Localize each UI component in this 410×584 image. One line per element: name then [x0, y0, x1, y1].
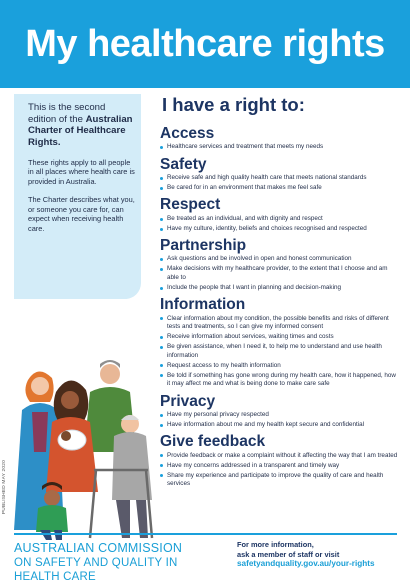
- section-title: Information: [160, 296, 246, 314]
- rights-url-link[interactable]: safetyandquality.gov.au/your-rights: [237, 559, 375, 569]
- published-date: PUBLISHED MAY 2020: [2, 460, 7, 515]
- intro-text: [28, 102, 135, 149]
- list-item: Share my experience and participate to improve the quality of care and health services: [160, 472, 400, 489]
- list-item: Have my culture, identity, beliefs and choices recognised and respected: [160, 225, 400, 233]
- footer-divider: [14, 533, 397, 535]
- commission-logo-text: [14, 541, 214, 584]
- contact-info: [237, 540, 407, 570]
- section-privacy: [160, 394, 400, 430]
- section-safety: [160, 157, 400, 193]
- list-item: Be given assistance, when I need it, to help me to understand and use health information: [160, 343, 400, 360]
- list-item: Healthcare services and treatment that meets my needs: [160, 143, 400, 151]
- intro-expectation-text: The Charter describes what you, or someone you care for, can expect when receiving health care.: [28, 195, 135, 233]
- list-item: Be cared for in an environment that makes me feel safe: [160, 184, 400, 192]
- list-item: Have my concerns addressed in a transparent and timely way: [160, 462, 400, 470]
- intro-scope-text: These rights apply to all people in all places where health care is provided in Australia.: [28, 157, 135, 186]
- list-item: Be treated as an individual, and with dignity and respect: [160, 215, 400, 223]
- list-item: Include the people that I want in planning and decision-making: [160, 284, 400, 292]
- section-give-feedback: [160, 434, 400, 488]
- list-item: Have my personal privacy respected: [160, 411, 400, 419]
- people-illustration: [14, 340, 158, 540]
- section-respect: [160, 197, 400, 233]
- page-title: My healthcare rights: [25, 22, 385, 65]
- section-access: [160, 126, 400, 152]
- section-partnership: [160, 238, 400, 292]
- charter-intro-box: [14, 94, 141, 299]
- list-item: Clear information about my condition, the possible benefits and risks of different tests and treatments, so I can give my informed consent: [160, 315, 400, 332]
- org-name-line1: AUSTRALIAN COMMISSION: [14, 541, 183, 555]
- contact-line1: For more information,: [237, 540, 314, 549]
- list-item: Ask questions and be involved in open and honest communication: [160, 255, 400, 263]
- rights-heading: I have a right to:: [162, 94, 305, 115]
- section-title: Access: [160, 125, 215, 142]
- section-title: Respect: [160, 196, 221, 214]
- rights-list: [160, 94, 400, 493]
- org-name-line2: ON SAFETY AND QUALITY IN HEALTH CARE: [14, 557, 178, 584]
- list-item: Receive information about services, waiting times and costs: [160, 333, 400, 341]
- intro-text-charter-name: Australian Charter of Healthcare Rights.: [28, 113, 133, 149]
- section-title: Safety: [160, 155, 207, 173]
- list-item: Be told if something has gone wrong during my health care, how it happened, how it may affect me and what is being done to make care safe: [160, 372, 400, 389]
- title-banner: [0, 0, 410, 88]
- section-title: Partnership: [160, 237, 247, 255]
- list-item: Make decisions with my healthcare provider, to the extent that I choose and am able to: [160, 265, 400, 282]
- section-title: Give feedback: [160, 433, 266, 451]
- contact-line2: ask a member of staff or visit: [237, 549, 340, 559]
- list-item: Receive safe and high quality health care that meets national standards: [160, 174, 400, 182]
- section-title: Privacy: [160, 392, 216, 410]
- list-item: Request access to my health information: [160, 362, 400, 370]
- intro-text-lead: This is the second edition of the: [28, 102, 106, 125]
- list-item: Provide feedback or make a complaint without it affecting the way that I am treated: [160, 452, 400, 460]
- list-item: Have information about me and my health kept secure and confidential: [160, 421, 400, 429]
- section-information: [160, 297, 400, 388]
